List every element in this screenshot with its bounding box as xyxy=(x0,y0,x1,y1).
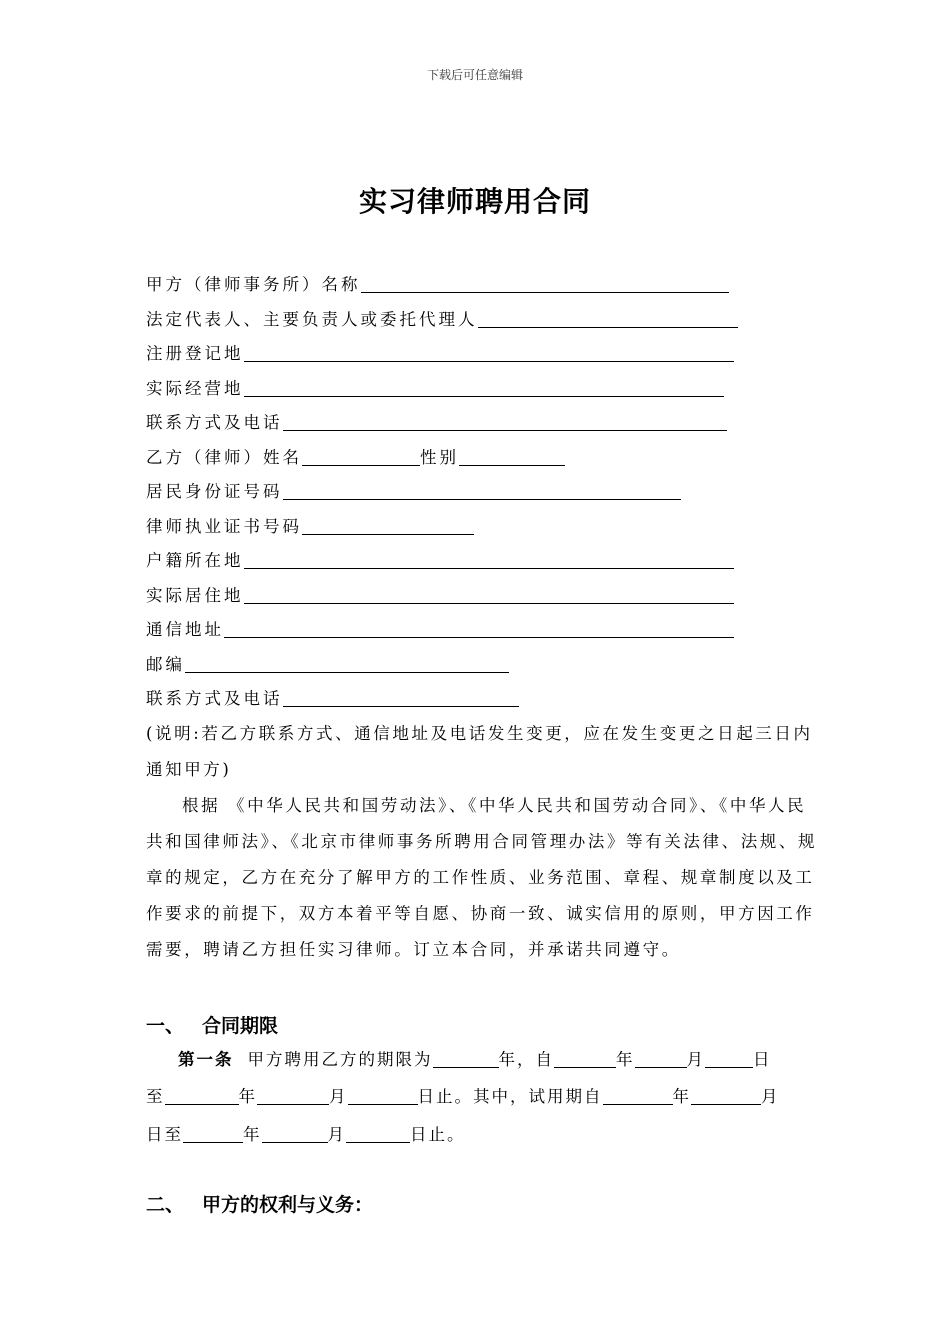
field-label: 实际居住地 xyxy=(146,586,244,605)
party-a-reg-address-row xyxy=(146,339,734,365)
end-month-blank xyxy=(257,1084,329,1105)
trial-start-year-blank xyxy=(603,1084,673,1105)
section-number: 二、 xyxy=(146,1194,185,1216)
field-label: 注册登记地 xyxy=(146,344,244,363)
party-a-legal-rep-blank xyxy=(478,307,738,328)
party-b-id-row xyxy=(146,477,681,503)
field-label: 甲方（律师事务所）名称 xyxy=(146,275,361,294)
article-1-line-2 xyxy=(146,1082,780,1108)
party-a-contact-row xyxy=(146,408,727,434)
field-label: 性别 xyxy=(420,448,459,467)
party-b-name-row xyxy=(146,443,565,469)
term-years-blank xyxy=(433,1047,499,1068)
end-year-blank xyxy=(165,1084,239,1105)
party-b-mail-address-blank xyxy=(224,617,734,638)
party-b-id-blank xyxy=(283,479,681,500)
party-b-name-blank xyxy=(302,445,420,466)
section-title: 合同期限 xyxy=(202,1015,279,1037)
party-b-license-blank xyxy=(302,514,474,535)
field-label: 邮编 xyxy=(146,655,185,674)
party-b-contact-row xyxy=(146,684,519,710)
term-text: 甲方聘用乙方的期限为 xyxy=(247,1050,433,1069)
year-label: 年 xyxy=(243,1125,262,1144)
trial-end-day-blank xyxy=(346,1122,410,1143)
start-month-blank xyxy=(635,1047,687,1068)
document-title: 实习律师聘用合同 xyxy=(358,185,591,218)
section-1-heading xyxy=(146,1011,278,1038)
month-label: 月 xyxy=(329,1087,348,1106)
month-label: 月 xyxy=(761,1087,780,1106)
year-label: 年 xyxy=(672,1087,691,1106)
party-a-business-address-row xyxy=(146,374,724,400)
field-label: 律师执业证书号码 xyxy=(146,517,302,536)
field-label: 居民身份证号码 xyxy=(146,482,283,501)
party-b-household-blank xyxy=(244,548,734,569)
day-label: 日 xyxy=(753,1050,772,1069)
start-day-blank xyxy=(705,1047,753,1068)
header-note: 下载后可任意编辑 xyxy=(426,68,523,82)
party-a-legal-rep-row xyxy=(146,305,738,331)
year-label: 年 xyxy=(616,1050,635,1069)
start-year-blank xyxy=(554,1047,616,1068)
end-text: 日止。 xyxy=(410,1125,466,1144)
trial-text: 日止。其中，试用期自 xyxy=(417,1087,603,1106)
year-label: 年 xyxy=(238,1087,257,1106)
month-label: 月 xyxy=(686,1050,705,1069)
party-b-postcode-row xyxy=(146,650,509,676)
end-day-blank xyxy=(348,1084,418,1105)
section-title: 甲方的权利与义务： xyxy=(202,1194,374,1216)
field-label: 乙方（律师）姓名 xyxy=(146,448,302,467)
from-label: ，自 xyxy=(517,1050,554,1069)
party-a-reg-address-blank xyxy=(244,341,734,362)
to-label: 至 xyxy=(146,1087,165,1106)
party-b-household-row xyxy=(146,546,734,572)
party-b-residence-row xyxy=(146,581,734,607)
party-b-gender-blank xyxy=(459,445,565,466)
section-number: 一、 xyxy=(146,1015,185,1037)
article-1-line-1 xyxy=(178,1045,772,1071)
party-b-contact-blank xyxy=(283,686,519,707)
party-b-residence-blank xyxy=(244,583,734,604)
party-a-name-blank xyxy=(361,272,729,293)
preamble-paragraph: 根据 《中华人民共和国劳动法》、《中华人民共和国劳动合同》、《中华人民共和国律师法》、《北京市律师事务所聘用合同管理办法》等有关法律、法规、规章的规定，乙方在充分了解甲方的工作性质、业务范围、章程、规章制度以及工作要求的前提下，双方本着平等自愿、协商一致、诚实信用的原则，甲方因工作需要，聘请乙方担任实习律师。订立本合同，并承诺共同遵守。 xyxy=(146,796,818,959)
month-label: 月 xyxy=(327,1125,346,1144)
change-notice: (说明:若乙方联系方式、通信地址及电话发生变更，应在发生变更之日起三日内通知甲方) xyxy=(146,724,813,779)
party-a-contact-blank xyxy=(283,410,727,431)
field-label: 实际经营地 xyxy=(146,379,244,398)
day-to-label: 日至 xyxy=(146,1125,183,1144)
trial-end-month-blank xyxy=(262,1122,328,1143)
party-a-business-address-blank xyxy=(244,376,724,397)
field-label: 联系方式及电话 xyxy=(146,413,283,432)
article-label: 第一条 xyxy=(178,1050,234,1069)
field-label: 联系方式及电话 xyxy=(146,689,283,708)
section-2-heading xyxy=(146,1190,373,1217)
trial-end-year-blank xyxy=(183,1122,243,1143)
field-label: 户籍所在地 xyxy=(146,551,244,570)
field-label: 法定代表人、主要负责人或委托代理人 xyxy=(146,310,478,329)
article-1-line-3 xyxy=(146,1120,466,1146)
party-b-postcode-blank xyxy=(185,652,509,673)
party-a-name-row xyxy=(146,270,729,296)
trial-start-month-blank xyxy=(691,1084,761,1105)
year-label: 年 xyxy=(498,1050,517,1069)
party-b-license-row xyxy=(146,512,474,538)
party-b-mail-address-row xyxy=(146,615,734,641)
field-label: 通信地址 xyxy=(146,620,224,639)
